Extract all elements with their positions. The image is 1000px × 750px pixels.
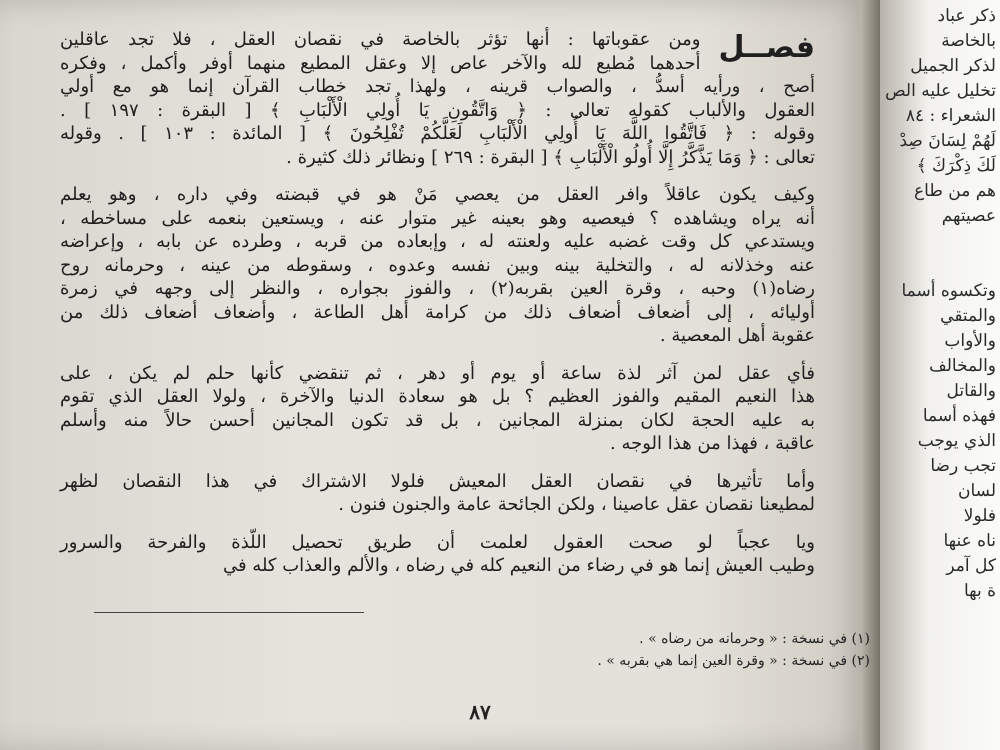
paragraph-gap <box>60 169 815 183</box>
right-page-line: الذي يوجب <box>917 431 996 451</box>
paragraph <box>60 362 815 456</box>
footnotes <box>420 628 870 672</box>
right-page-line: لسان <box>957 481 996 501</box>
right-page-line: لَهُمْ لِسَانَ صِدْ <box>899 131 996 151</box>
main-text <box>60 28 815 578</box>
text-line: أصح ، ورأيه أسدُّ ، والصواب قرينه ، ولهذا تجد خطاب القرآن إنما هو مع أولي <box>60 76 815 97</box>
section-title: فصــل <box>718 30 815 65</box>
text-line: أحدهما مُطيع لله والآخر عاص إلا وعقل المطيع منهما أوفر وأكمل ، وفكره <box>60 52 701 74</box>
right-page-line <box>880 254 1000 279</box>
right-page-line: فلولا <box>963 506 996 526</box>
text-line: به عليه الحجة لكان بمنزلة المجانين ، بل قد تكون المجانين أحسن حالاً منه وأسلم <box>60 409 815 431</box>
paragraph-gap <box>60 517 815 531</box>
right-page <box>880 0 1000 750</box>
text-line: العقول والألباب كقوله تعالى : ﴿ وَاتَّقُونِ يَا أُولِي الْأَلْبَابِ ﴾ [ البقرة : ١٩٧ ] . <box>60 99 816 121</box>
right-page-line: تجب رضا <box>930 456 996 476</box>
text-line: وطيب العيش إنما هو في رضاء من النعيم كله في رضاه ، والألم والعذاب كله في <box>222 555 815 576</box>
paragraphs <box>60 28 815 578</box>
text-line: وكيف يكون عاقلاً وافر العقل من يعصي مَنْ هو في قبضته وفي داره ، وهو يعلم <box>60 184 815 205</box>
text-line: أنه يراه ويشاهده ؟ فيعصيه وهو بعينه غير متوار عنه ، ويستعين بنعمه على مساخطه ، <box>60 207 815 229</box>
text-line: وأما تأثيرها في نقصان العقل المعيش فلولا الاشتراك في هذا النقصان لظهر <box>60 470 815 492</box>
right-page-line: الشعراء : ٨٤ <box>905 106 996 126</box>
right-page-line: لذكر الجميل <box>910 56 996 76</box>
paragraph <box>60 470 815 517</box>
paragraph <box>60 531 815 578</box>
right-page-line: والقاتل <box>946 381 996 401</box>
text-line: عنه وخذلانه له ، والتخلية بينه وبين نفسه وعدوه ، وسقوطه من عينه ، وحرمانه روح <box>60 254 815 276</box>
text-line: ويستدعي كل وقت غضبه عليه ولعنته له ، وإبعاده من قربه ، وطرده عن بابه ، وإعراضه <box>60 231 815 252</box>
footnote-separator <box>94 612 364 613</box>
text-line: رضاه(١) وحبه ، وقرة العين بقربه(٢) ، والفوز بجواره ، والنظر إلى وجهه في زمرة <box>60 278 815 299</box>
right-page-line: بالخاصة <box>941 31 996 51</box>
text-line: ومن عقوباتها : أنها تؤثر بالخاصة في نقصان العقل ، فلا تجد عاقلين <box>60 29 701 50</box>
right-page-line: هم من طاع <box>914 181 996 201</box>
footnote-2: (٢) في نسخة : « وقرة العين إنما هي بقربه » . <box>597 653 870 669</box>
right-page-line: والأواب <box>944 331 996 351</box>
right-page-line: فهذه أسما <box>922 406 996 426</box>
right-page-line: ة بها <box>963 581 996 601</box>
text-line: تعالى : ﴿ وَمَا يَذَّكَّرُ إِلَّا أُولُو الْأَلْبَابِ ﴾ [ البقرة : ٢٦٩ ] ونظائر ذلك كثيرة . <box>286 146 815 168</box>
right-page-line: تخليل عليه الص <box>885 81 996 101</box>
right-page-line: وتكسوه أسما <box>901 281 996 301</box>
right-page-line: لَكَ ذِكْرَكَ ﴾ <box>916 156 996 176</box>
right-page-line: كل آمر <box>946 556 996 576</box>
text-line: ويا عجباً لو صحت العقول لعلمت أن طريق تحصيل اللّذة والفرحة والسرور <box>60 531 815 553</box>
text-line: لمطيعنا نقصان عقل عاصينا ، ولكن الجائحة عامة والجنون فنون . <box>338 494 815 515</box>
right-page-line: والمخالف <box>929 356 996 376</box>
text-line: عقوبة أهل المعصية . <box>659 325 815 346</box>
footnote-1: (١) في نسخة : « وحرمانه من رضاه » . <box>639 631 870 647</box>
right-page-line: عصيتهم <box>941 206 996 226</box>
text-line: هذا النعيم المقيم والفوز العظيم ؟ بل هو سعادة الدنيا والآخرة ، ولولا العقل الذي تقوم <box>60 386 815 407</box>
paragraph <box>60 183 815 348</box>
text-line: وقوله : ﴿ فَاتَّقُوا اللَّهَ يَا أُولِي الْأَلْبَابِ لَعَلَّكُمْ تُفْلِحُونَ ﴾ [ المائدة : ١٠٣ ] . وقوله <box>60 123 815 144</box>
right-page-text <box>880 0 1000 604</box>
page-number: ٨٧ <box>469 700 491 724</box>
right-page-line: ناه عنها <box>943 531 996 551</box>
right-page-line <box>880 229 1000 254</box>
right-page-line: والمتقي <box>940 306 996 326</box>
text-line: فأي عقل لمن آثر لذة ساعة أو يوم أو دهر ، ثم تنقضي كأنها حلم لم يكن ، على <box>60 362 815 384</box>
paragraph-gap <box>60 456 815 470</box>
text-line: عاقبة ، فهذا من هذا الوجه . <box>610 433 815 454</box>
text-line: أوليائه ، إلى أضعاف أضعاف ذلك من كرامة أهل الطاعة ، وأضعاف أضعاف ذلك من <box>60 301 815 323</box>
paragraph-gap <box>60 348 815 362</box>
right-page-line: ذكر عباد <box>937 6 996 26</box>
paragraph <box>60 28 815 169</box>
